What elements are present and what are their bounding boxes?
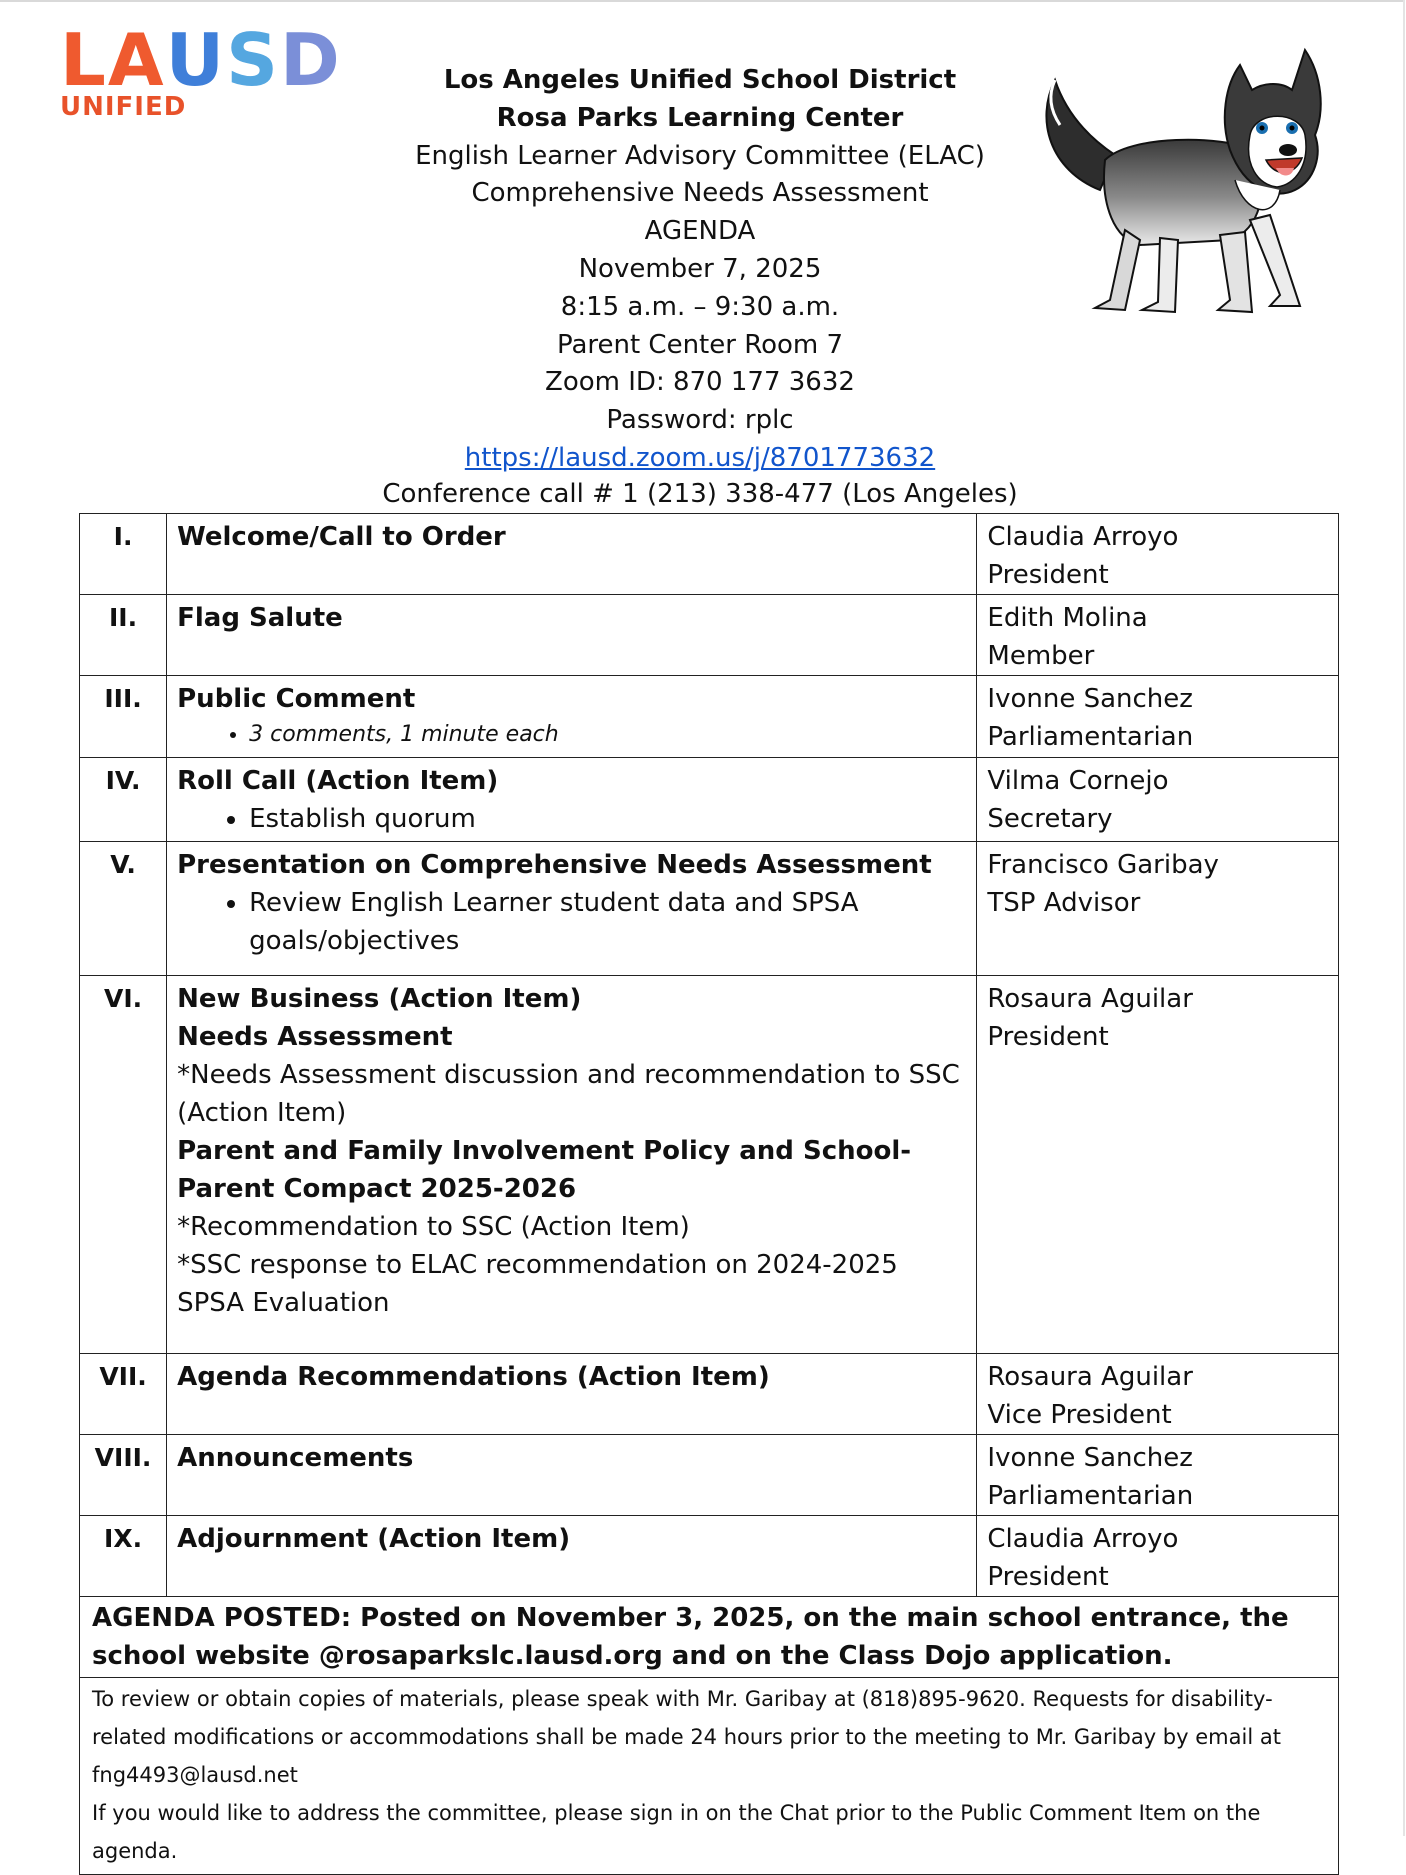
item-number: V. [80, 842, 167, 976]
footer-notes [80, 1678, 1339, 1875]
table-row [80, 842, 1339, 976]
item-cell [167, 758, 977, 842]
item-title: Flag Salute [177, 603, 343, 633]
item-cell [167, 1354, 977, 1435]
presenter-cell [977, 976, 1339, 1354]
materials-note: To review or obtain copies of materials, please speak with Mr. Garibay at (818)895-9620. Requests for disability-related modifications or accommodations shall be made 24 hours prior to the meeting to Mr. Garibay by email at fng4493@lausd.net [92, 1687, 1281, 1787]
logo-letter: D [279, 18, 342, 102]
item-bullets [177, 800, 966, 838]
item-number: III. [80, 676, 167, 758]
item-title: Public Comment [177, 684, 416, 714]
table-row [80, 676, 1339, 758]
presenter-name: Ivonne Sanchez [987, 684, 1193, 714]
item-title: Presentation on Comprehensive Needs Assessment [177, 850, 932, 880]
item-cell [167, 514, 977, 595]
presenter-cell [977, 758, 1339, 842]
address-committee-note: If you would like to address the committee, please sign in on the Chat prior to the Public Comment Item on the agenda. [92, 1801, 1261, 1863]
item-text: *Needs Assessment discussion and recommendation to SSC (Action Item) [177, 1060, 960, 1128]
item-title: Announcements [177, 1443, 414, 1473]
presenter-name: Claudia Arroyo [987, 522, 1179, 552]
list-item: • Review English Learner student data and SPSA goals/objectives [249, 884, 966, 960]
item-cell [167, 842, 977, 976]
presenter-cell [977, 842, 1339, 976]
item-number: IX. [80, 1516, 167, 1597]
item-number: II. [80, 595, 167, 676]
presenter-role: Secretary [987, 804, 1113, 834]
item-bullets [177, 718, 966, 752]
agenda-table [79, 513, 1339, 1875]
item-cell [167, 1435, 977, 1516]
item-cell [167, 676, 977, 758]
item-number: VIII. [80, 1435, 167, 1516]
presenter-cell [977, 514, 1339, 595]
table-row [80, 514, 1339, 595]
item-text: *Recommendation to SSC (Action Item) [177, 1212, 690, 1242]
item-cell [167, 976, 977, 1354]
presenter-cell [977, 595, 1339, 676]
item-subtitle: Needs Assessment [177, 1022, 453, 1052]
conference-call: Conference call # 1 (213) 338-477 (Los Angeles) [382, 479, 1018, 509]
presenter-role: Parliamentarian [987, 722, 1194, 752]
item-number: VII. [80, 1354, 167, 1435]
presenter-name: Rosaura Aguilar [987, 1362, 1193, 1392]
page-right-edge [1403, 0, 1405, 1836]
table-row [80, 1678, 1339, 1875]
item-title: Welcome/Call to Order [177, 522, 506, 552]
presenter-name: Vilma Cornejo [987, 766, 1169, 796]
presenter-role: Member [987, 641, 1095, 671]
logo-letter: S [226, 18, 280, 102]
committee-name: English Learner Advisory Committee (ELAC) [415, 140, 985, 171]
item-cell [167, 1516, 977, 1597]
agenda-posted-notice: AGENDA POSTED: Posted on November 3, 2025, on the main school entrance, the school website @rosaparkslc.lausd.org and on the Class Dojo application. [80, 1597, 1339, 1678]
item-number: I. [80, 514, 167, 595]
logo-letter: U [165, 18, 227, 102]
presenter-cell [977, 676, 1339, 758]
meeting-date: November 7, 2025 [578, 253, 822, 284]
presenter-name: Claudia Arroyo [987, 1524, 1179, 1554]
logo-wordmark [60, 18, 360, 102]
presenter-cell [977, 1516, 1339, 1597]
item-bullets [177, 884, 966, 960]
presenter-role: TSP Advisor [987, 888, 1141, 918]
presenter-role: President [987, 1022, 1109, 1052]
zoom-password: Password: rplc [606, 405, 794, 436]
document-type: AGENDA [644, 216, 756, 247]
presenter-name: Rosaura Aguilar [987, 984, 1193, 1014]
agenda-header [380, 62, 1020, 478]
item-title: New Business (Action Item) [177, 984, 582, 1014]
table-row [80, 1516, 1339, 1597]
table-row [80, 595, 1339, 676]
logo-letter: L [60, 18, 108, 102]
item-title: Adjournment (Action Item) [177, 1524, 571, 1554]
meeting-location: Parent Center Room 7 [556, 329, 844, 360]
lausd-logo [60, 18, 360, 124]
presenter-role: President [987, 560, 1109, 590]
zoom-link[interactable]: https://lausd.zoom.us/j/8701773632 [464, 442, 936, 473]
presenter-cell [977, 1435, 1339, 1516]
school-name: Rosa Parks Learning Center [496, 102, 904, 133]
item-subtitle: Parent and Family Involvement Policy and School-Parent Compact 2025-2026 [177, 1136, 912, 1204]
page-top-edge [0, 0, 1404, 2]
meeting-time: 8:15 a.m. – 9:30 a.m. [560, 291, 840, 322]
presenter-role: Parliamentarian [987, 1481, 1194, 1511]
item-title: Roll Call (Action Item) [177, 766, 499, 796]
list-item: • 3 comments, 1 minute each [249, 718, 966, 752]
table-row [80, 758, 1339, 842]
table-row [80, 1435, 1339, 1516]
presenter-name: Francisco Garibay [987, 850, 1219, 880]
district-name: Los Angeles Unified School District [443, 65, 957, 95]
item-text: *SSC response to ELAC recommendation on 2024-2025 SPSA Evaluation [177, 1250, 898, 1318]
table-row [80, 1597, 1339, 1678]
item-cell [167, 595, 977, 676]
item-number: VI. [80, 976, 167, 1354]
list-item: • Establish quorum [249, 800, 966, 838]
husky-mascot-icon [1030, 40, 1350, 340]
table-row [80, 976, 1339, 1354]
presenter-name: Ivonne Sanchez [987, 1443, 1193, 1473]
zoom-id: Zoom ID: 870 177 3632 [545, 367, 855, 398]
presenter-role: Vice President [987, 1400, 1172, 1430]
logo-letter: A [107, 18, 166, 102]
presenter-cell [977, 1354, 1339, 1435]
meeting-topic: Comprehensive Needs Assessment [471, 178, 929, 209]
table-row [80, 1354, 1339, 1435]
presenter-name: Edith Molina [987, 603, 1148, 633]
item-title: Agenda Recommendations (Action Item) [177, 1362, 770, 1392]
presenter-role: President [987, 1562, 1109, 1592]
logo-subtitle: UNIFIED [60, 92, 187, 122]
item-number: IV. [80, 758, 167, 842]
